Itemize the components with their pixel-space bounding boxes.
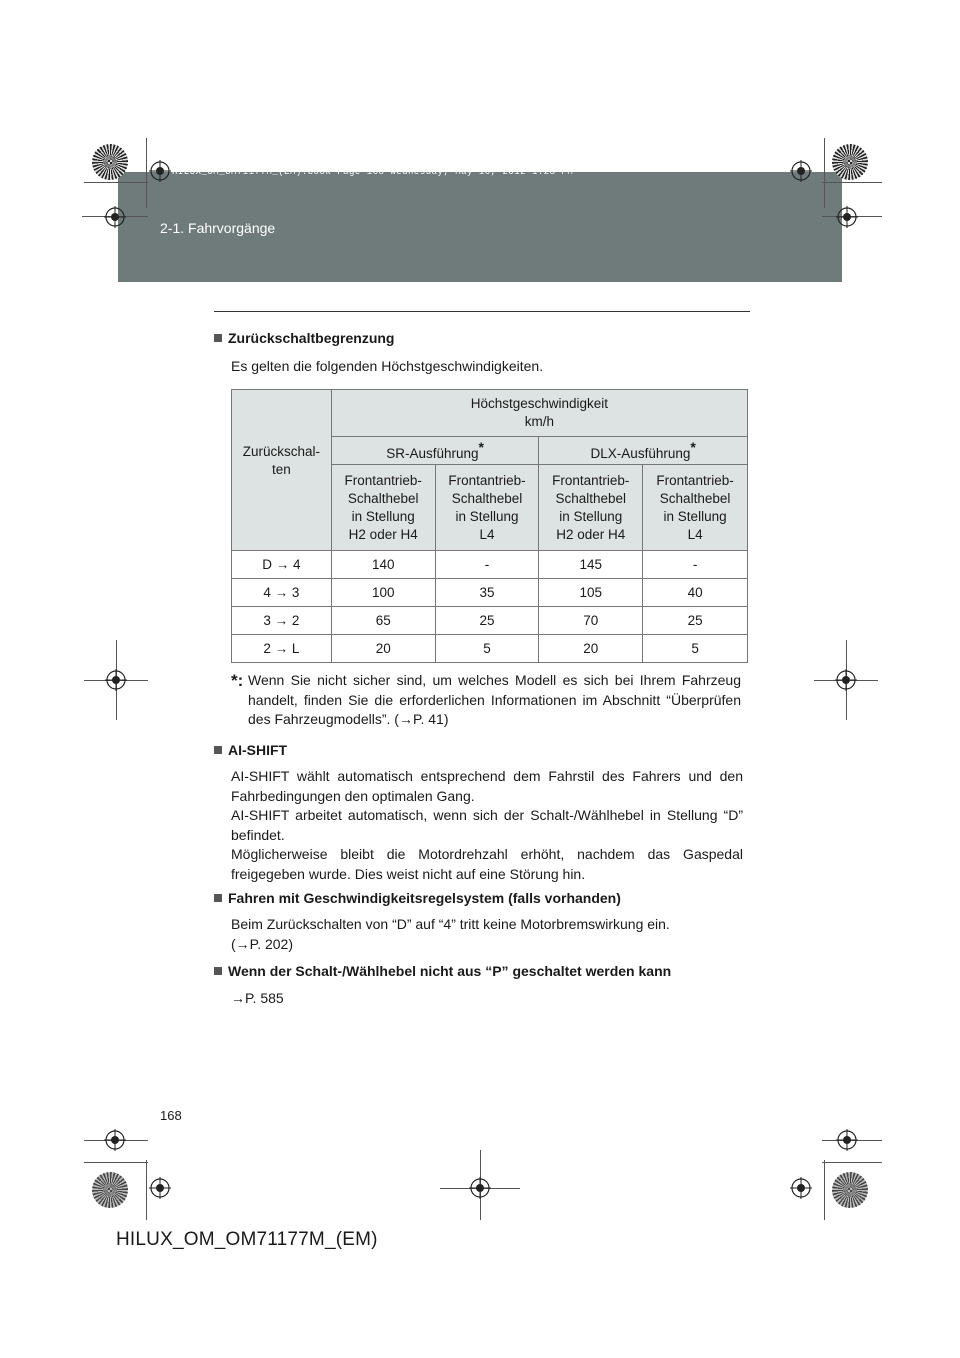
aishift-text xyxy=(231,767,743,884)
footnote-text: Wenn Sie nicht sicher sind, um welches Modell es sich bei Ihrem Fahrzeug handelt, finden Sie die erforderlichen Informationen im Abschnitt “Überprüfen des Fahrzeugmodells”. (→P. 41) xyxy=(248,672,741,727)
footnote xyxy=(231,671,741,730)
table-row xyxy=(232,579,748,607)
registration-mark-icon xyxy=(836,206,858,228)
value-cell: 25 xyxy=(435,607,539,635)
register-dial-icon xyxy=(92,1172,128,1208)
book-stamp: HILUX_OM_OM71177M_(EM).book Page 168 Wednesday, May 16, 2012 1:28 PM xyxy=(172,167,574,177)
crop-line xyxy=(824,138,825,208)
registration-mark-icon xyxy=(469,1177,491,1199)
value-cell: 5 xyxy=(435,635,539,663)
paragraph: AI-SHIFT arbeitet automatisch, wenn sich der Schalt-/Wählhebel in Stellung “D” befindet. xyxy=(231,807,743,843)
heading-text: AI-SHIFT xyxy=(228,742,288,758)
crop-line xyxy=(84,182,148,183)
table-row xyxy=(232,635,748,663)
table-row xyxy=(232,607,748,635)
page-reference-link[interactable]: (→P. 202) xyxy=(231,935,293,952)
value-cell: 5 xyxy=(643,635,748,663)
value-cell: 145 xyxy=(539,551,643,579)
group-header-sr: SR-Ausführung* xyxy=(331,437,539,465)
paragraph: Möglicherweise bleibt die Motordrehzahl erhöht, nachdem das Gaspedal freigegeben wurde. Dies weist nicht auf eine Störung hin. xyxy=(231,846,743,882)
value-cell: 20 xyxy=(331,635,435,663)
registration-mark-icon xyxy=(836,1129,858,1151)
crop-line xyxy=(84,1162,148,1163)
subheader: Frontantrieb- Schalthebel in Stellung H2 oder H4 xyxy=(539,465,643,551)
value-cell: 105 xyxy=(539,579,643,607)
heading-text: Wenn der Schalt-/Wählhebel nicht aus “P” geschaltet werden kann xyxy=(228,963,672,979)
value-cell: 140 xyxy=(331,551,435,579)
section-heading xyxy=(214,963,671,979)
value-cell: - xyxy=(643,551,748,579)
crop-line xyxy=(146,1160,147,1220)
square-bullet-icon xyxy=(214,967,222,975)
subheader: Frontantrieb- Schalthebel in Stellung L4 xyxy=(643,465,748,551)
value-cell: 65 xyxy=(331,607,435,635)
intro-text: Es gelten die folgenden Höchstgeschwindigkeiten. xyxy=(231,358,544,374)
registration-mark-icon xyxy=(149,1177,171,1199)
document-code: HILUX_OM_OM71177M_(EM) xyxy=(116,1229,378,1250)
register-dial-icon xyxy=(832,144,868,180)
paragraph: AI-SHIFT wählt automatisch entsprechend dem Fahrstil des Fahrers und den Fahrbedingungen den optimalen Gang. xyxy=(231,768,743,804)
registration-mark-icon xyxy=(790,160,812,182)
crop-line xyxy=(822,182,882,183)
value-cell: 35 xyxy=(435,579,539,607)
section-title: 2-1. Fahrvorgänge xyxy=(160,220,276,236)
square-bullet-icon xyxy=(214,334,222,342)
cruise-text xyxy=(231,915,743,954)
registration-mark-icon xyxy=(105,669,127,691)
register-dial-icon xyxy=(832,1172,868,1208)
crop-line xyxy=(822,1162,882,1163)
page-reference-link[interactable]: →P. 585 xyxy=(231,990,284,1006)
subheader: Frontantrieb- Schalthebel in Stellung H2 oder H4 xyxy=(331,465,435,551)
top-header: Höchstgeschwindigkeit km/h xyxy=(331,390,747,437)
crop-line xyxy=(824,1160,825,1220)
registration-mark-icon xyxy=(790,1177,812,1199)
shift-cell: 3 → 2 xyxy=(232,607,332,635)
shift-cell: D → 4 xyxy=(232,551,332,579)
shift-cell: 2 → L xyxy=(232,635,332,663)
registration-mark-icon xyxy=(104,1129,126,1151)
speed-table xyxy=(231,389,748,663)
register-dial-icon xyxy=(92,144,128,180)
value-cell: - xyxy=(435,551,539,579)
table-row xyxy=(232,551,748,579)
value-cell: 40 xyxy=(643,579,748,607)
footnote-mark: *: xyxy=(231,671,244,690)
square-bullet-icon xyxy=(214,894,222,902)
value-cell: 100 xyxy=(331,579,435,607)
crop-line xyxy=(146,138,147,208)
paragraph: Beim Zurückschalten von “D” auf “4” tritt keine Motorbremswirkung ein. xyxy=(231,916,670,932)
page-number: 168 xyxy=(160,1108,182,1123)
top-rule xyxy=(214,311,750,312)
square-bullet-icon xyxy=(214,746,222,754)
group-header-dlx: DLX-Ausführung* xyxy=(539,437,748,465)
registration-mark-icon xyxy=(835,669,857,691)
value-cell: 20 xyxy=(539,635,643,663)
registration-mark-icon xyxy=(149,160,171,182)
section-heading xyxy=(214,330,394,346)
section-heading xyxy=(214,890,621,906)
section-heading xyxy=(214,742,287,758)
heading-text: Fahren mit Geschwindigkeitsregelsystem (falls vorhanden) xyxy=(228,890,621,906)
shift-cell: 4 → 3 xyxy=(232,579,332,607)
heading-text: Zurückschaltbegrenzung xyxy=(228,330,395,346)
subheader: Frontantrieb- Schalthebel in Stellung L4 xyxy=(435,465,539,551)
registration-mark-icon xyxy=(104,206,126,228)
value-cell: 70 xyxy=(539,607,643,635)
value-cell: 25 xyxy=(643,607,748,635)
row-header: Zurückschal- ten xyxy=(232,390,332,551)
